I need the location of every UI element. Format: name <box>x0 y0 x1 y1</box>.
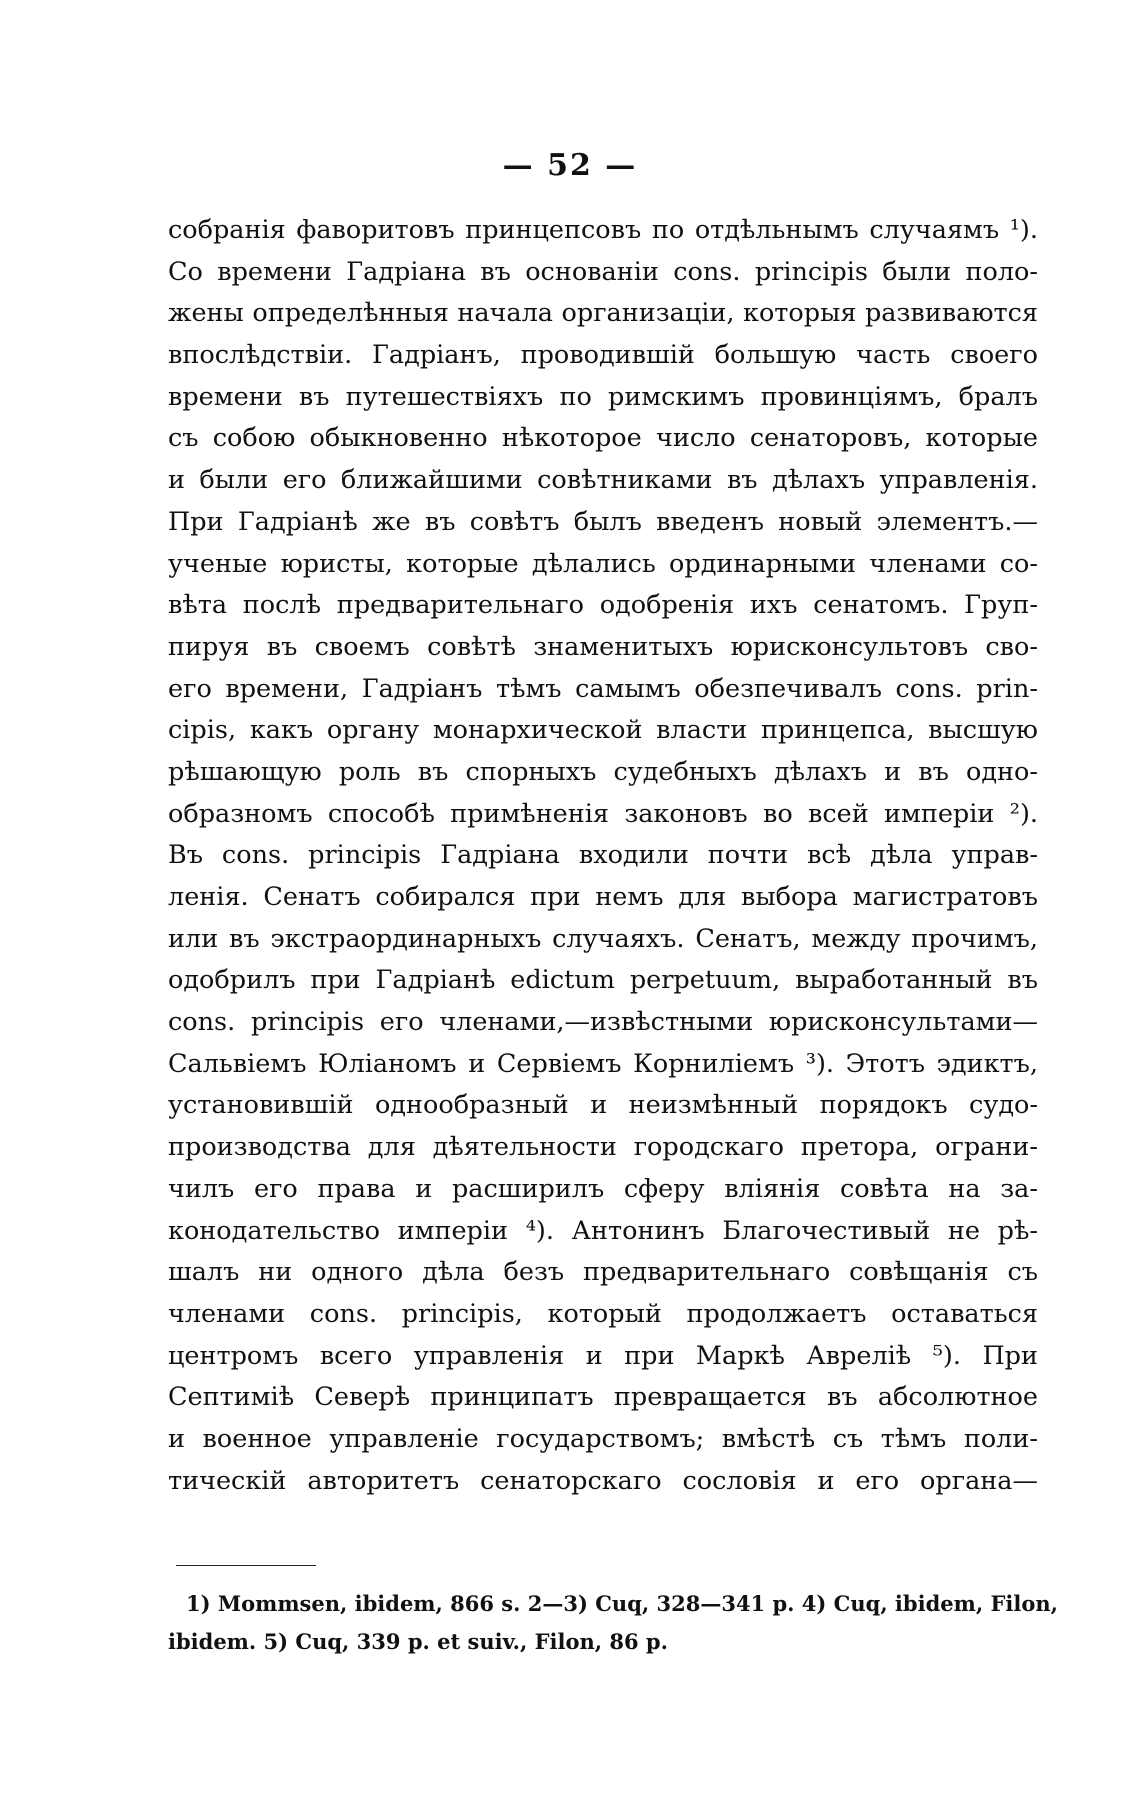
text-line: образномъ способѣ примѣненія законовъ во всей имперіи ²). <box>168 798 1038 829</box>
text-line: ученые юристы, которые дѣлались ординарными членами со- <box>168 548 1038 579</box>
text-line: вѣта послѣ предварительнаго одобренія ихъ сенатомъ. Груп- <box>168 590 1038 621</box>
text-line: одобрилъ при Гадріанѣ edictum perpetuum, выработанный въ <box>168 965 1038 996</box>
text-line: шалъ ни одного дѣла безъ предварительнаго совѣщанія съ <box>168 1257 1038 1288</box>
text-line: съ собою обыкновенно нѣкоторое число сенаторовъ, которые <box>168 423 1038 454</box>
text-line: тическій авторитетъ сенаторскаго сословія и его органа— <box>168 1465 1038 1496</box>
text-line: членами cons. principis, который продолжаетъ оставаться <box>168 1298 1038 1329</box>
page-number: — 52 — <box>502 148 638 183</box>
text-line: Въ cons. principis Гадріана входили почти всѣ дѣла управ- <box>168 840 1038 871</box>
text-line: Септиміѣ Северѣ принципатъ превращается въ абсолютное <box>168 1382 1038 1413</box>
text-line: чилъ его права и расширилъ сферу вліянія совѣта на за- <box>168 1173 1038 1204</box>
text-line: Со времени Гадріана въ основаніи cons. principis были поло- <box>168 256 1038 287</box>
footnote-divider <box>176 1565 316 1566</box>
text-line: cons. principis его членами,—извѣстными юрисконсультами— <box>168 1007 1038 1038</box>
text-line: жены определѣнныя начала организаціи, которыя развиваются <box>168 298 1038 329</box>
text-line: и военное управленіе государствомъ; вмѣстѣ съ тѣмъ поли- <box>168 1423 1038 1454</box>
text-line: конодательство имперіи ⁴). Антонинъ Благочестивый не рѣ- <box>168 1215 1038 1246</box>
text-line: Сальвіемъ Юліаномъ и Сервіемъ Корниліемъ ³). Этотъ эдиктъ, <box>168 1048 1038 1079</box>
text-line: cipis, какъ органу монархической власти принцепса, высшую <box>168 715 1038 746</box>
text-line: установившій однообразный и неизмѣнный порядокъ судо- <box>168 1090 1038 1121</box>
text-line: центромъ всего управленія и при Маркѣ Авреліѣ ⁵). При <box>168 1340 1038 1371</box>
text-line: и были его ближайшими совѣтниками въ дѣлахъ управленія. <box>168 465 1038 496</box>
footnote-line: ibidem. 5) Cuq, 339 p. et suiv., Filon, 86 p. <box>168 1629 668 1654</box>
text-line: времени въ путешествіяхъ по римскимъ провинціямъ, бралъ <box>168 381 1038 412</box>
text-line: При Гадріанѣ же въ совѣтъ былъ введенъ новый элементъ.— <box>168 506 1038 537</box>
text-line: или въ экстраординарныхъ случаяхъ. Сенатъ, между прочимъ, <box>168 923 1038 954</box>
footnotes <box>168 1585 1058 1661</box>
footnote-line: 1) Mommsen, ibidem, 866 s. 2—3) Cuq, 328—341 p. 4) Cuq, ibidem, Filon, <box>186 1591 1058 1616</box>
text-line: рѣшающую роль въ спорныхъ судебныхъ дѣлахъ и въ одно- <box>168 756 1038 787</box>
text-line: производства для дѣятельности городскаго претора, ограни- <box>168 1132 1038 1163</box>
text-line: впослѣдствіи. Гадріанъ, проводившій большую часть своего <box>168 340 1038 371</box>
text-line: собранія фаворитовъ принцепсовъ по отдѣльнымъ случаямъ ¹). <box>168 215 1038 245</box>
text-line: его времени, Гадріанъ тѣмъ самымъ обезпечивалъ cons. prin- <box>168 673 1038 704</box>
body-text <box>168 210 1038 1502</box>
text-line: пируя въ своемъ совѣтѣ знаменитыхъ юрисконсультовъ сво- <box>168 631 1038 662</box>
text-line: ленія. Сенатъ собирался при немъ для выбора магистратовъ <box>168 882 1038 912</box>
